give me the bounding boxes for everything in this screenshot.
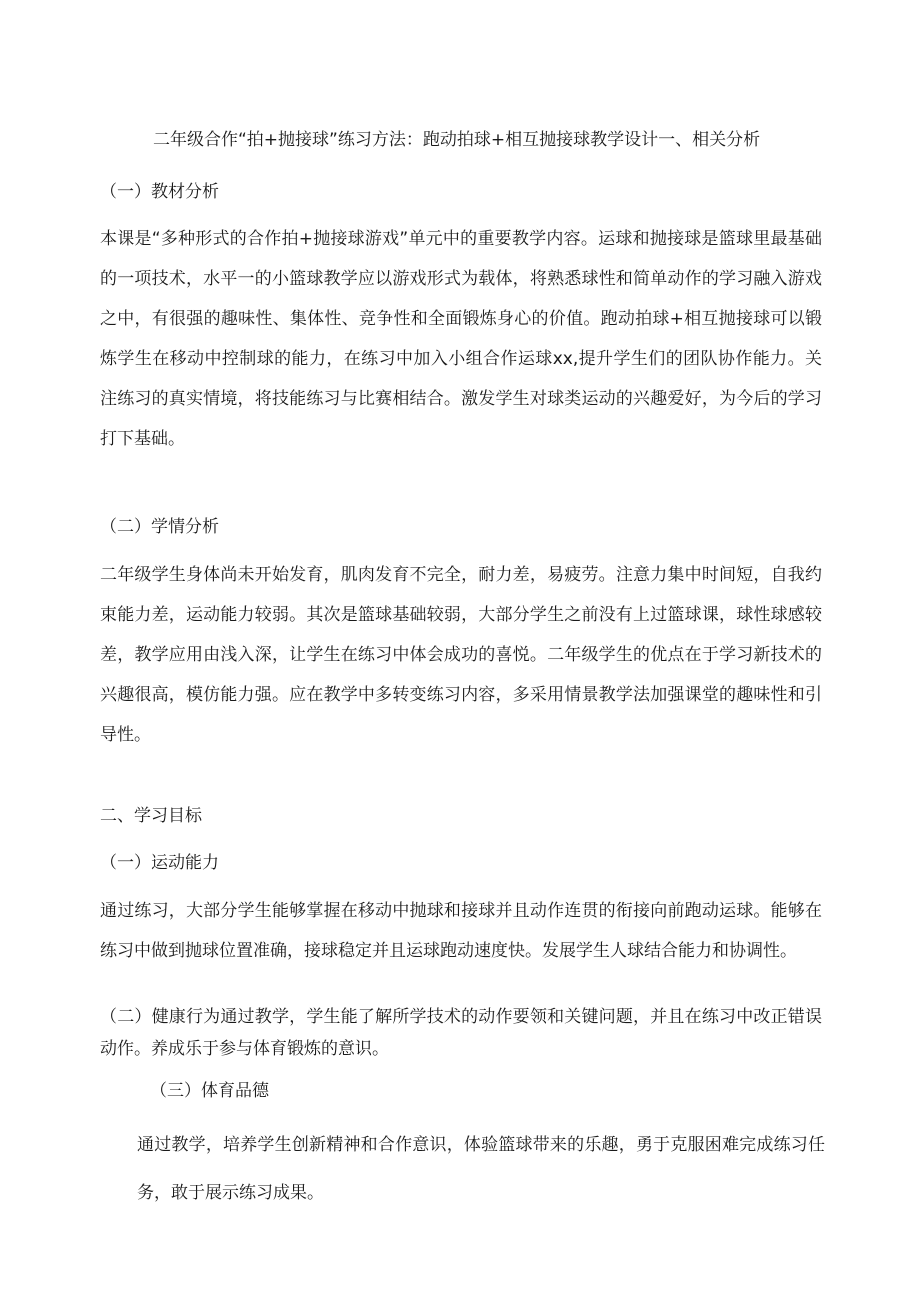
paragraph-health-behavior: （二）健康行为通过教学，学生能了解所学技术的动作要领和关键问题，并且在练习中改正错误动作。养成乐于参与体育锻炼的意识。 <box>100 1007 822 1059</box>
section-heading-learners: （二）学情分析 <box>100 517 219 537</box>
paragraph-sports-ethics: 通过教学，培养学生创新精神和合作意识，体验篮球带来的乐趣，勇于克服困难完成练习任务，敢于展示练习成果。 <box>137 1135 825 1203</box>
section-heading-goals: 二、学习目标 <box>100 806 202 826</box>
subheading-motor-ability: （一）运动能力 <box>100 853 219 873</box>
subheading-sports-ethics: （三）体育品德 <box>150 1081 269 1101</box>
paragraph-materials-analysis: 本课是“多种形式的合作拍+抛接球游戏”单元中的重要教学内容。运球和抛接球是篮球里最基础的一项技术，水平一的小篮球教学应以游戏形式为载体，将熟悉球性和简单动作的学习融入游戏之中，有很强的趣味性、集体性、竞争性和全面锻炼身心的价值。跑动拍球+相互抛接球可以锻炼学生在移动中控制球的能力，在练习中加入小组合作运球xx,提升学生们的团队协作能力。关注练习的真实情境，将技能练习与比赛相结合。激发学生对球类运动的兴趣爱好，为今后的学习打下基础。 <box>100 229 822 449</box>
document-title: 二年级合作“拍+抛接球”练习方法：跑动拍球+相互抛接球教学设计一、相关分析 <box>153 130 761 150</box>
section-heading-materials: （一）教材分析 <box>100 182 219 202</box>
paragraph-learner-analysis: 二年级学生身体尚未开始发育，肌肉发育不完全，耐力差，易疲劳。注意力集中时间短，自我约束能力差，运动能力较弱。其次是篮球基础较弱，大部分学生之前没有上过篮球课，球性球感较差，教学应用由浅入深，让学生在练习中体会成功的喜悦。二年级学生的优点在于学习新技术的兴趣很高，模仿能力强。应在教学中多转变练习内容，多采用情景教学法加强课堂的趣味性和引导性。 <box>100 565 822 745</box>
paragraph-motor-ability: 通过练习，大部分学生能够掌握在移动中抛球和接球并且动作连贯的衔接向前跑动运球。能够在练习中做到抛球位置准确，接球稳定并且运球跑动速度快。发展学生人球结合能力和协调性。 <box>100 901 822 961</box>
